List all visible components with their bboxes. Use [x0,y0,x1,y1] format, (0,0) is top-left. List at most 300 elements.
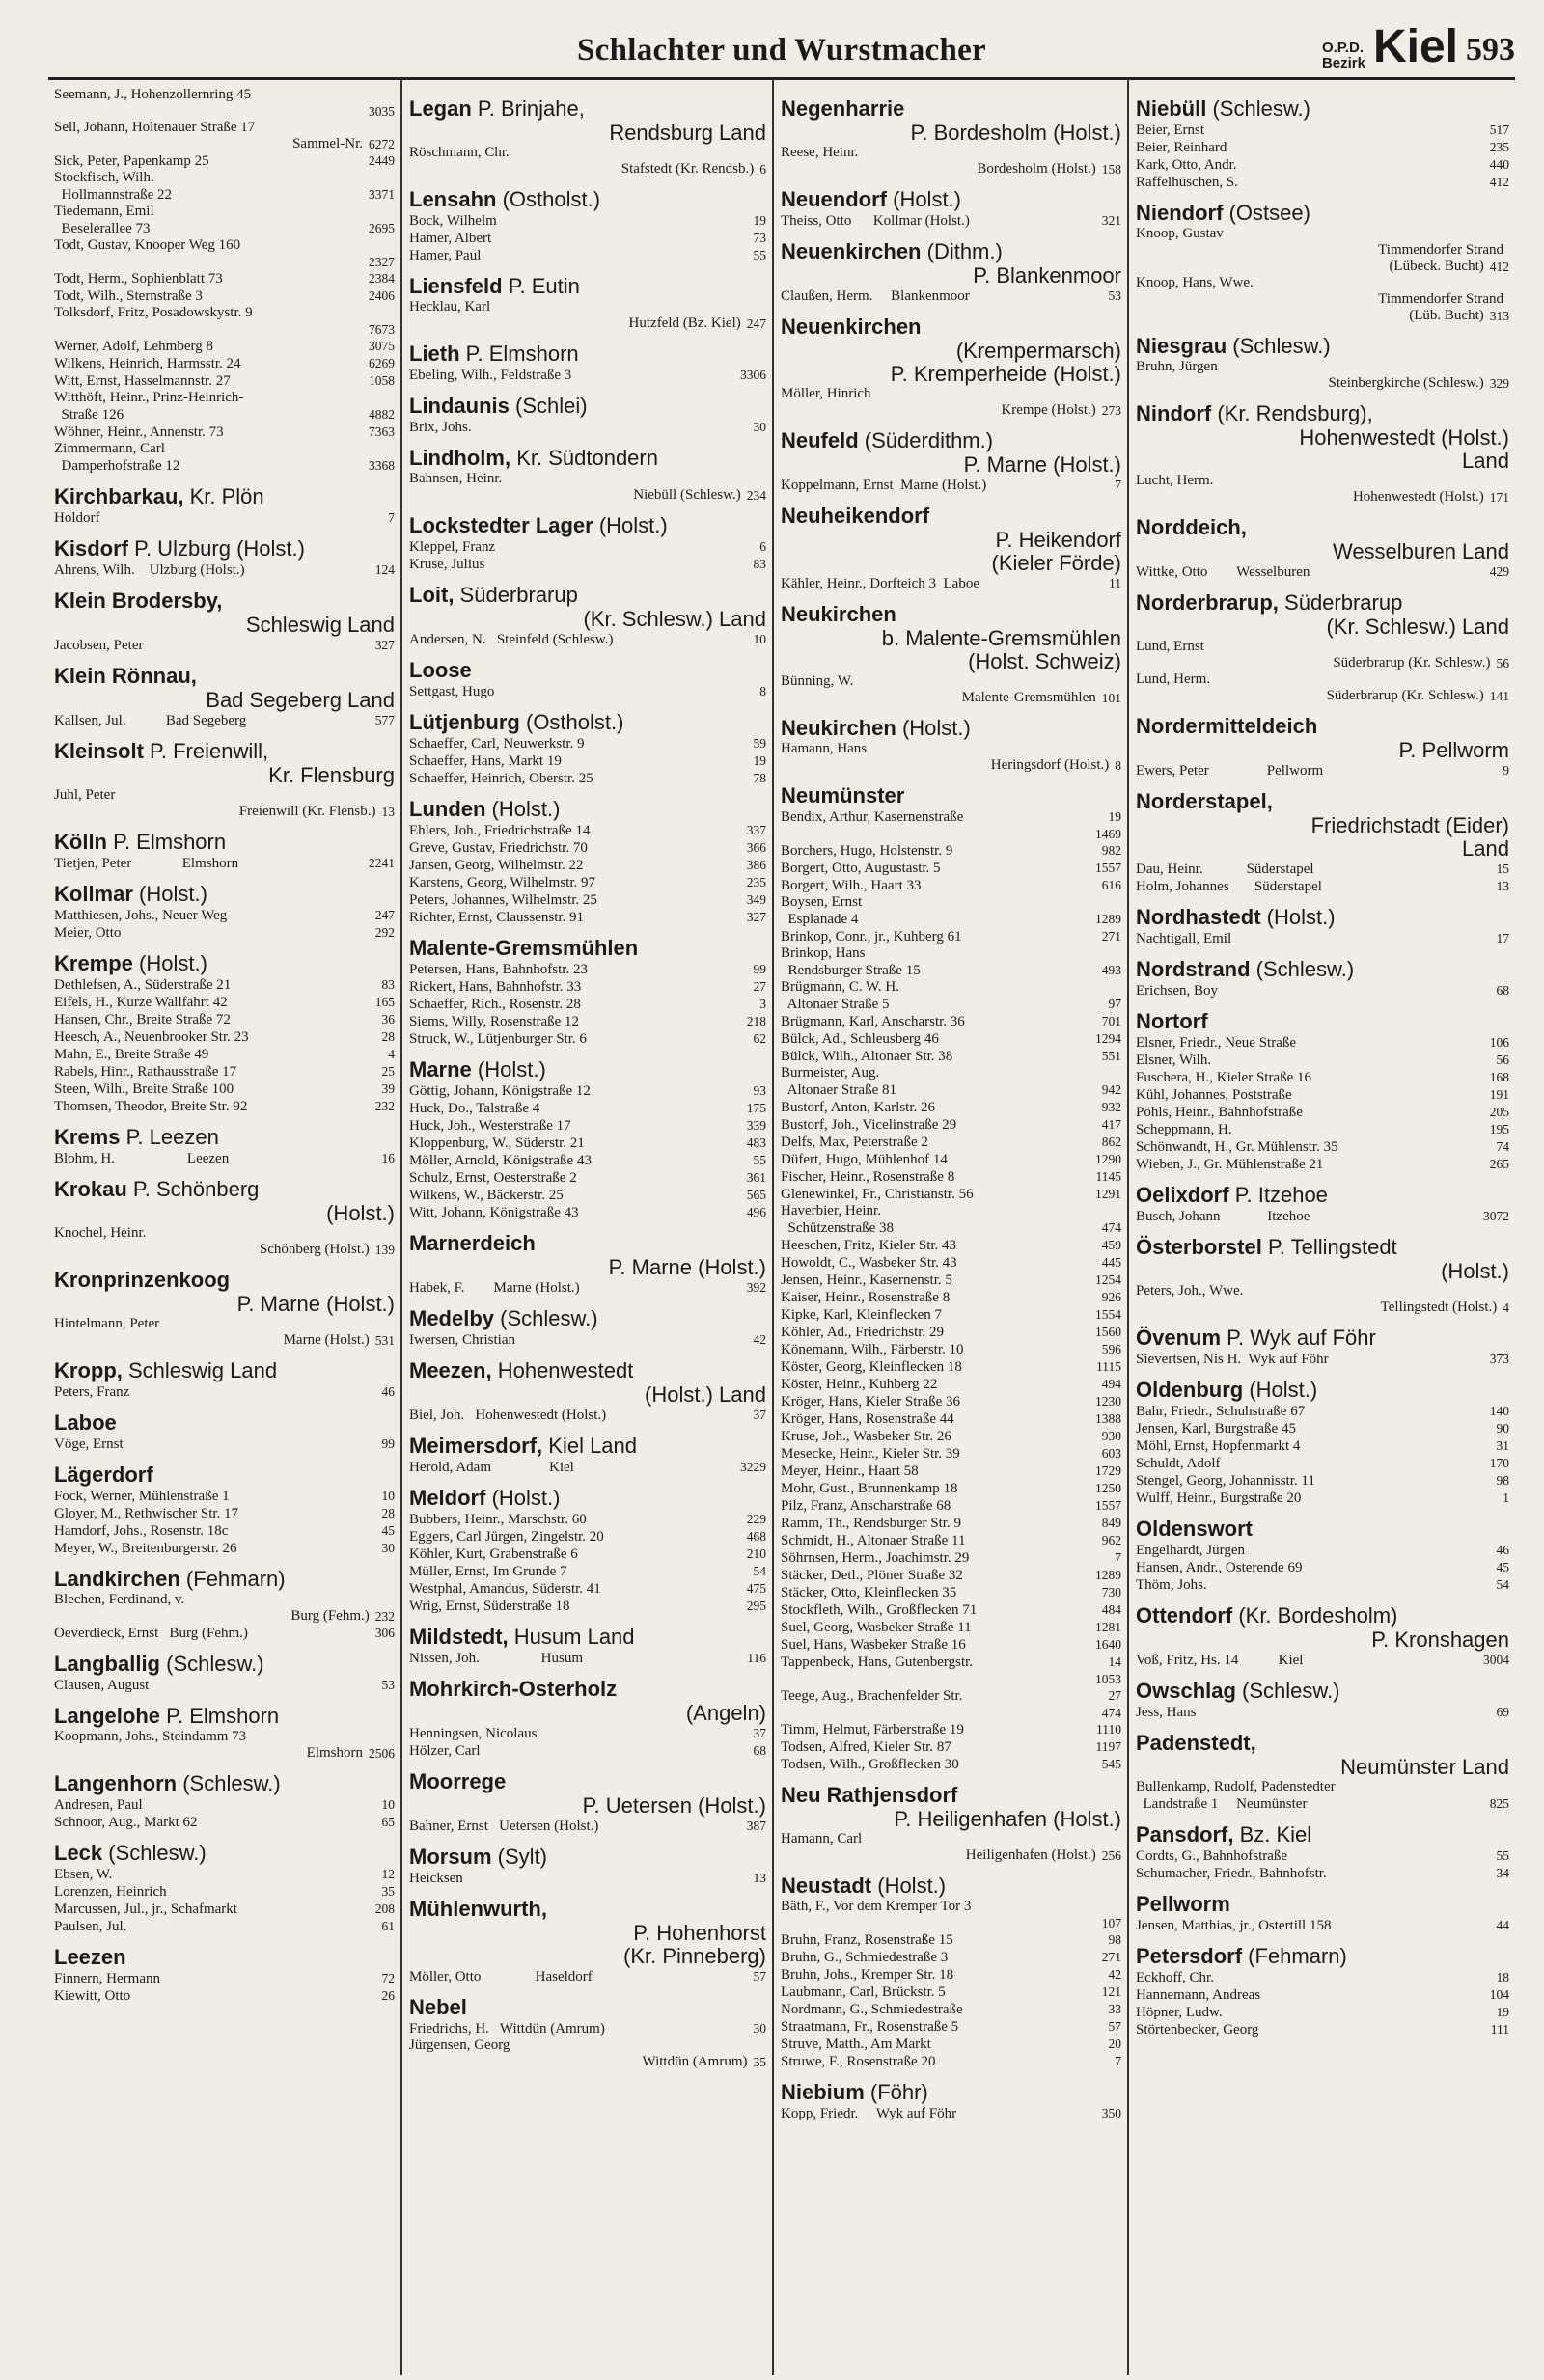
town-name: Moorrege [409,1769,507,1793]
phone-number: 329 [1489,376,1509,391]
entry-text: Jürgensen, Georg [409,2038,510,2053]
entry-text: Witthöft, Heinr., Prinz-Heinrich- [54,390,244,405]
entry-text: Elsner, Friedr., Neue Straße [1136,1035,1297,1051]
phone-number: 468 [746,1529,766,1544]
town-postal-location: (Holst.) [896,716,971,740]
town-location-line: Kr. Flensburg [268,763,395,787]
phone-number: 292 [374,925,395,940]
entry-continuation [54,1608,395,1625]
town-heading [409,187,766,212]
directory-entry [781,1532,1121,1549]
directory-entry [781,860,1121,877]
town-postal-location: Hohenwestedt [491,1358,634,1382]
entry-continuation [781,690,1121,706]
entry-text: Fuschera, H., Kieler Straße 16 [1136,1070,1312,1085]
entry-text: Altonaer Straße 5 [781,997,890,1012]
phone-number: 596 [1101,1342,1121,1356]
phone-number: 19 [1496,2005,1509,2019]
directory-entry [781,945,1121,962]
town-postal-location: (Holst.) [1260,905,1336,929]
phone-number: 191 [1489,1087,1509,1102]
phone-number: 31 [1496,1438,1509,1453]
entry-text: Tiedemann, Emil [54,204,154,219]
directory-entry [409,1580,766,1598]
phone-number: 565 [746,1188,766,1202]
entry-text: Steen, Wilh., Breite Straße 100 [54,1081,234,1097]
directory-entry [54,1625,395,1642]
entry-text: Süderbrarup (Kr. Schlesw.) [1326,688,1484,703]
phone-number: 3229 [740,1460,766,1474]
entry-text: Dau, Heinr. Süderstapel [1136,862,1314,877]
town-name: Neumünster [781,783,905,807]
entry-text: Peters, Johannes, Wilhelmstr. 25 [409,892,597,908]
entry-text: Stäcker, Otto, Kleinflecken 35 [781,1585,957,1600]
phone-number: 3072 [1483,1209,1509,1223]
phone-number: 3035 [369,104,395,119]
entry-text: Freienwill (Kr. Flensb.) [238,804,376,819]
phone-number: 3371 [369,187,395,202]
entry-text: Zimmermann, Carl [54,441,165,456]
directory-entry [54,1316,395,1332]
phone-number: 55 [753,248,766,262]
directory-entry [781,673,1121,690]
entry-text: Hansen, Andr., Osterende 69 [1136,1560,1303,1575]
phone-number: 229 [746,1512,766,1526]
directory-entry [781,145,1121,161]
town-postal-location: P. Leezen [120,1125,219,1149]
town-heading [1136,1822,1509,1847]
entry-text: Möller, Hinrich [781,386,871,401]
entry-text: Ebsen, W. [54,1867,113,1882]
entry-text: Nordmann, G., Schmiedestraße [781,2002,963,2017]
town-postal-location: (Kr. Bordesholm) [1232,1603,1398,1628]
directory-entry [781,1013,1121,1030]
phone-number: 2384 [369,271,395,286]
directory-entry [1136,156,1509,174]
entry-text: Kloppenburg, W., Süderstr. 21 [409,1135,585,1151]
town-name: Legan [409,96,472,121]
phone-number: 1 [1503,1491,1509,1505]
entry-text: Karstens, Georg, Wilhelmstr. 97 [409,875,595,890]
directory-entry [781,212,1121,230]
directory-entry [54,994,395,1011]
directory-entry [781,1341,1121,1358]
town-heading [1136,789,1509,814]
entry-text: Ebeling, Wilh., Feldstraße 3 [409,368,572,383]
entry-text: Friedrichs, H. Wittdün (Amrum) [409,2021,605,2037]
entry-text: Störtenbecker, Georg [1136,2022,1259,2038]
phone-number: 930 [1101,1429,1121,1443]
entry-text: Hamdorf, Johs., Rosenstr. 18c [54,1523,229,1539]
directory-entry [1136,1847,1509,1865]
phone-number: 962 [1101,1533,1121,1547]
town-name: Klein Rönnau, [54,664,197,688]
town-heading [409,1434,766,1459]
directory-entry [781,1168,1121,1186]
entry-text: Bendix, Arthur, Kasernenstraße [781,809,964,825]
phone-number: 1115 [1096,1359,1121,1374]
town-heading [1136,201,1509,226]
town-heading [54,1704,395,1729]
town-location-line: P. Blankenmoor [973,263,1121,287]
town-name: Pellworm [1136,1892,1230,1916]
phone-number: 15 [1496,862,1509,876]
town-postal-location: Kr. Plön [183,484,264,508]
phone-number: 14 [1108,1655,1121,1669]
phone-number: 99 [381,1436,395,1451]
directory-entry [781,1393,1121,1410]
directory-entry [1136,359,1509,375]
phone-number: 61 [381,1919,395,1933]
phone-number: 1557 [1095,861,1121,875]
entry-text: Landstraße 1 Neumünster [1136,1796,1308,1812]
directory-entry [781,1203,1121,1219]
directory-entry [781,1410,1121,1428]
town-name: Lütjenburg [409,710,520,734]
entry-text: Schnoor, Aug., Markt 62 [54,1815,198,1830]
town-name: Kollmar [54,882,133,906]
entry-text: Könemann, Wilh., Färberstr. 10 [781,1342,964,1357]
entry-text: Esplanade 4 [781,912,859,927]
entry-text: Ewers, Peter Pellworm [1136,763,1324,779]
entry-text: Altonaer Straße 81 [781,1082,896,1098]
entry-text: Struve, Matth., Am Markt [781,2037,931,2052]
town-postal-location: (Schlesw.) [1227,334,1331,358]
directory-entry [1136,1917,1509,1934]
directory-entry [1136,2004,1509,2021]
directory-entry [781,1048,1121,1065]
town-postal-location: (Schlesw.) [1206,96,1310,121]
town-postal-location: (Schlesw.) [494,1306,598,1330]
directory-entry [1136,1437,1509,1455]
town-name: Neukirchen [781,716,896,740]
directory-entry [781,1687,1121,1705]
entry-text: Bruhn, Jürgen [1136,359,1218,374]
entry-text: Damperhofstraße 12 [54,458,180,474]
town-heading [409,936,766,961]
entry-text: Todt, Wilh., Sternstraße 3 [54,288,203,304]
town-postal-location: (Schlesw.) [1235,1679,1340,1703]
town-postal-location: (Schlesw.) [1250,957,1355,981]
directory-entry [409,1650,766,1667]
directory-entry [1136,982,1509,999]
entry-text: Mahn, E., Breite Straße 49 [54,1047,209,1062]
town-name: Malente-Gremsmühlen [409,936,639,960]
town-postal-location: P. Elmshorn [107,830,227,854]
directory-entry [409,145,766,161]
phone-number: 93 [753,1083,766,1098]
phone-number: 195 [1489,1122,1509,1136]
entry-text: (Lüb. Bucht) [1409,308,1484,323]
entry-text: Schaeffer, Hans, Markt 19 [409,753,562,769]
phone-number: 7 [1115,2054,1121,2068]
phone-number: 140 [1489,1404,1509,1418]
directory-entry [54,1796,395,1814]
phone-number: 271 [1101,929,1121,944]
phone-number: 30 [381,1541,395,1555]
town-postal-location: (Fehmarn) [1242,1944,1347,1968]
town-name: Langballig [54,1652,160,1676]
entry-text: Stockfisch, Wilh. [54,170,154,185]
phone-number: 339 [746,1118,766,1133]
entry-text: Süderbrarup (Kr. Schlesw.) [1333,655,1491,670]
phone-number: 730 [1101,1585,1121,1600]
town-heading [409,1845,766,1870]
entry-text: Krempe (Holst.) [1001,402,1096,418]
entry-text: Tolksdorf, Fritz, Posadowskystr. 9 [54,305,253,320]
phone-number: 56 [1496,656,1509,670]
entry-text: Oeverdieck, Ernst Burg (Fehm.) [54,1626,248,1641]
entry-continuation [1136,688,1509,704]
town-name: Petersdorf [1136,1944,1243,1968]
town-name: Lindholm, [409,446,511,470]
phone-number: 1281 [1095,1620,1121,1634]
directory-entry [54,170,395,186]
entry-text: Söhrnsen, Herm., Joachimstr. 29 [781,1550,970,1566]
directory-entry [1136,1138,1509,1156]
entry-text: Holdorf [54,510,100,526]
directory-entry [409,1407,766,1424]
phone-number: 73 [753,231,766,245]
directory-entry [1136,1208,1509,1225]
entry-text: Bubbers, Heinr., Marschstr. 60 [409,1512,587,1527]
entry-continuation [54,1242,395,1258]
phone-number: 165 [374,995,395,1009]
phone-number: 321 [1101,213,1121,228]
directory-entry [54,1383,395,1401]
phone-number: 19 [753,213,766,228]
entry-text: Eckhoff, Chr. [1136,1970,1214,1985]
directory-entry [409,909,766,926]
phone-number: 44 [1496,1918,1509,1932]
phone-number: 59 [753,736,766,751]
entry-text: Busch, Johann Itzehoe [1136,1209,1310,1224]
town-postal-location: (Holst.) [132,951,207,975]
town-heading [409,797,766,822]
directory-entry [409,1100,766,1117]
directory-entry [54,1918,395,1935]
directory-entry [54,1540,395,1557]
phone-number: 13 [1496,879,1509,893]
town-heading [409,1057,766,1082]
town-postal-location: (Dithm.) [921,239,1003,263]
directory-entry [781,1358,1121,1376]
directory-entry [781,1515,1121,1532]
phone-number: 496 [746,1205,766,1219]
directory-entry [781,1116,1121,1134]
directory-entry [1136,226,1509,242]
phone-number: 1230 [1095,1394,1121,1409]
directory-entry [54,855,395,872]
phone-number: 493 [1101,963,1121,977]
phone-number: 3 [759,997,766,1011]
directory-entry [781,386,1121,402]
entry-text: Timm, Helmut, Färberstraße 19 [781,1722,964,1737]
phone-number: 327 [746,910,766,924]
entry-text: Wieben, J., Gr. Mühlenstraße 21 [1136,1157,1324,1172]
entry-text: Holm, Johannes Süderstapel [1136,879,1322,894]
directory-entry [781,2001,1121,2018]
town-heading [409,513,766,538]
entry-text: Steinbergkirche (Schlesw.) [1328,375,1484,391]
phone-number: 7363 [369,424,395,439]
entry-text: Hölzer, Carl [409,1743,481,1759]
entry-text: Todt, Gustav, Knooper Weg 160 [54,237,241,253]
town-postal-location: Schleswig Land [122,1358,278,1382]
entry-continuation [1136,242,1509,259]
town-name: Nordermitteldeich [1136,714,1318,738]
town-heading [409,1231,766,1256]
phone-number: 141 [1489,689,1509,703]
phone-number: 327 [374,638,395,652]
directory-entry [54,457,395,475]
directory-entry [781,575,1121,592]
town-name: Lunden [409,797,486,821]
phone-number: 232 [374,1099,395,1113]
entry-text: Bülck, Ad., Schleusberg 46 [781,1031,939,1047]
town-heading [409,710,766,735]
town-location-line: Schleswig Land [245,613,395,637]
phone-number: 2695 [369,221,395,235]
entry-text: Rickert, Hans, Bahnhofstr. 33 [409,979,582,995]
phone-number: 1289 [1095,912,1121,926]
directory-entry [781,741,1121,757]
directory-entry [409,770,766,787]
town-location-line: P. Marne (Holst.) [963,452,1121,477]
town-heading [409,446,766,471]
directory-entry [409,683,766,700]
entry-text: Matthiesen, Johs., Neuer Weg [54,908,228,923]
entry-continuation [1136,655,1509,671]
entry-text: Schmidt, H., Altonaer Straße 11 [781,1533,966,1548]
directory-entry [54,1522,395,1540]
directory-entry [1136,1865,1509,1882]
directory-entry [54,287,395,305]
town-heading [54,1410,395,1436]
entry-continuation [781,757,1121,774]
entry-text: Straatmann, Fr., Rosenstraße 5 [781,2019,959,2035]
town-postal-location: Bz. Kiel [1233,1822,1312,1847]
town-postal-location: Husum Land [508,1625,635,1649]
entry-text: Huck, Joh., Westerstraße 17 [409,1118,571,1134]
entry-text: Brinkop, Conr., jr., Kuhberg 61 [781,929,962,944]
town-name: Neukirchen [781,602,896,626]
town-postal-location: (Ostholst.) [496,187,601,211]
town-heading [781,428,1121,453]
phone-number: 3004 [1483,1653,1509,1667]
entry-text: Ahrens, Wilh. Ulzburg (Holst.) [54,562,245,578]
phone-number: 45 [1496,1560,1509,1574]
phone-number: 57 [1108,2019,1121,2034]
directory-entry [1136,1472,1509,1490]
phone-number: 2406 [369,288,395,303]
entry-text: Ramm, Th., Rendsburger Str. 9 [781,1516,961,1531]
town-location-line: P. Uetersen (Holst.) [582,1793,766,1818]
phone-number: 4882 [369,407,395,422]
entry-text: Schulz, Ernst, Oesterstraße 2 [409,1170,577,1186]
town-name: Negenharrie [781,96,905,121]
directory-entry [1136,473,1509,489]
entry-text: Lund, Herm. [1136,671,1211,687]
column-divider [400,79,402,2375]
town-heading [54,1652,395,1677]
entry-text: Möller, Otto Haseldorf [409,1969,593,1984]
entry-continuation [781,1705,1121,1721]
town-heading [54,1945,395,1970]
entry-text: Erichsen, Boy [1136,983,1218,999]
phone-number: 1557 [1095,1498,1121,1513]
directory-entry [409,752,766,770]
entry-continuation [54,804,395,820]
directory-entry [409,1187,766,1204]
entry-text: Nachtigall, Emil [1136,931,1232,946]
town-name: Owschlag [1136,1679,1236,1703]
entry-text: Fock, Werner, Mühlenstraße 1 [54,1489,230,1504]
town-heading [1136,1183,1509,1208]
town-name: Meldorf [409,1486,486,1510]
town-postal-location: P. Ulzburg (Holst.) [128,536,305,561]
phone-number: 577 [374,713,395,727]
town-postal-location: (Fehmarn) [179,1567,286,1591]
town-heading [781,239,1121,264]
phone-number: 37 [753,1408,766,1422]
directory-entry [1136,1559,1509,1576]
entry-text: Westphal, Amandus, Süderstr. 41 [409,1581,601,1597]
entry-continuation [1136,1299,1509,1316]
entry-text: Jacobsen, Peter [54,638,144,653]
entry-text: Rendsburger Straße 15 [781,963,921,978]
entry-text: Seemann, J., Hohenzollernring 45 [54,87,252,102]
entry-text: Lund, Ernst [1136,639,1204,654]
phone-number: 4 [1503,1300,1509,1315]
entry-continuation [781,826,1121,842]
entry-text: Stäcker, Detl., Plöner Straße 32 [781,1568,963,1583]
directory-entry [54,424,395,441]
town-name: Meimersdorf, [409,1434,543,1458]
directory-entry [1136,139,1509,156]
phone-number: 440 [1489,157,1509,172]
entry-text: Nissen, Joh. Husum [409,1651,584,1666]
phone-number: 349 [746,892,766,907]
phone-number: 74 [1496,1139,1509,1154]
directory-entry [409,857,766,874]
entry-text: Kühl, Johannes, Poststraße [1136,1087,1292,1103]
directory-entry [781,962,1121,979]
entry-text: Bahner, Ernst Uetersen (Holst.) [409,1819,599,1834]
directory-entry [781,928,1121,945]
column-divider [772,79,774,2375]
town-heading [54,536,395,561]
entry-text: Höpner, Ludw. [1136,2005,1223,2020]
town-name: Leezen [54,1945,126,1969]
phone-number: 1110 [1096,1722,1121,1737]
town-heading [54,882,395,907]
phone-number: 27 [753,979,766,994]
phone-number: 1290 [1095,1152,1121,1166]
town-name: Laboe [54,1410,117,1435]
directory-entry [781,2053,1121,2070]
phone-number: 55 [1496,1848,1509,1863]
phone-number: 3368 [369,458,395,473]
town-name: Loit, [409,583,455,607]
directory-entry [54,1814,395,1831]
town-postal-location: (Holst.) [471,1057,546,1081]
entry-text: Finnern, Hermann [54,1971,160,1986]
town-name: Övenum [1136,1326,1222,1350]
entry-text: Kaiser, Heinr., Rosenstraße 8 [781,1290,951,1305]
directory-entry [409,538,766,556]
directory-column-1 [48,87,400,2364]
